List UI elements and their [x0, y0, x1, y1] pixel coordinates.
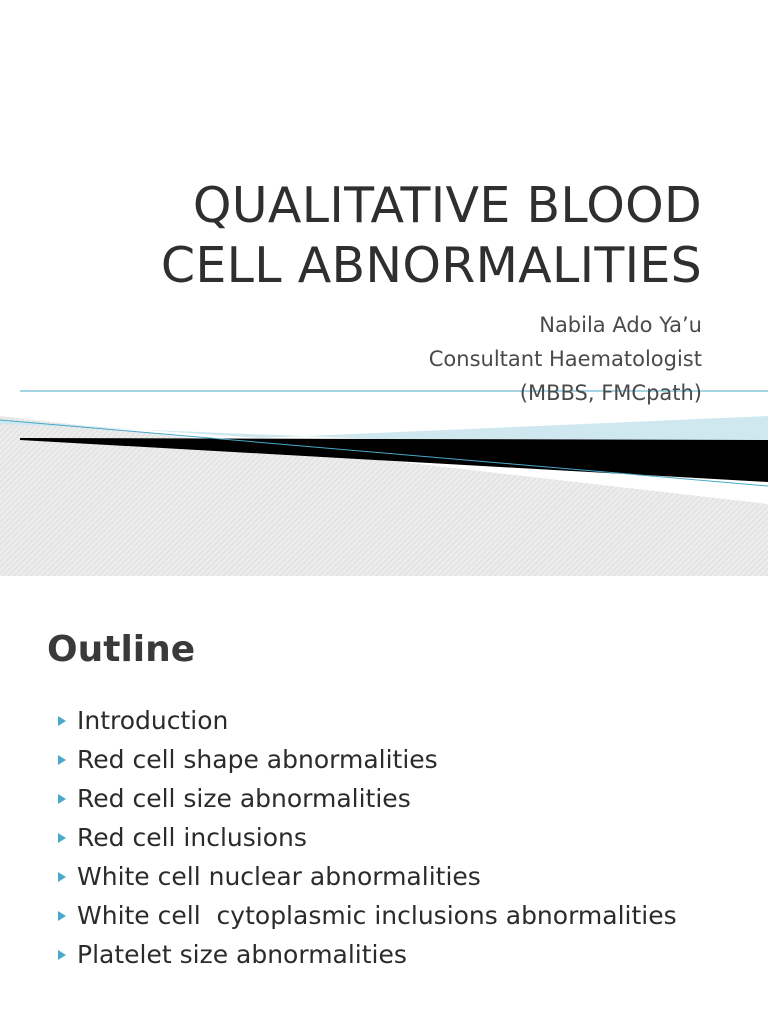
bullet-arrow-icon	[58, 716, 66, 726]
list-item	[46, 821, 746, 854]
outline-slide	[0, 576, 768, 1024]
list-item	[46, 704, 746, 737]
list-item-text: Introduction	[77, 706, 229, 735]
list-item	[46, 860, 746, 893]
title-line-1: QUALITATIVE BLOOD	[192, 177, 702, 234]
author-name: Nabila Ado Ya’u	[539, 313, 702, 337]
title-line-2: CELL ABNORMALITIES	[160, 237, 702, 294]
bullet-arrow-icon	[58, 794, 66, 804]
bullet-arrow-icon	[58, 911, 66, 921]
outline-list	[46, 704, 746, 977]
list-item	[46, 782, 746, 815]
author-credentials: (MBBS, FMCpath)	[519, 381, 702, 405]
list-item-text: White cell nuclear abnormalities	[77, 862, 481, 891]
author-role: Consultant Haematologist	[428, 347, 702, 371]
list-item-text: Red cell inclusions	[77, 823, 307, 852]
list-item-text: White cell cytoplasmic inclusions abnormalities	[77, 901, 677, 930]
presentation-title	[62, 176, 702, 296]
bullet-arrow-icon	[58, 950, 66, 960]
list-item-text: Red cell shape abnormalities	[77, 745, 438, 774]
list-item-text: Platelet size abnormalities	[77, 940, 407, 969]
presenter-info	[202, 308, 702, 410]
list-item	[46, 743, 746, 776]
bullet-arrow-icon	[58, 833, 66, 843]
list-item-text: Red cell size abnormalities	[77, 784, 411, 813]
outline-heading: Outline	[47, 629, 196, 670]
bullet-arrow-icon	[58, 872, 66, 882]
list-item	[46, 899, 746, 932]
bullet-arrow-icon	[58, 755, 66, 765]
list-item	[46, 938, 746, 971]
